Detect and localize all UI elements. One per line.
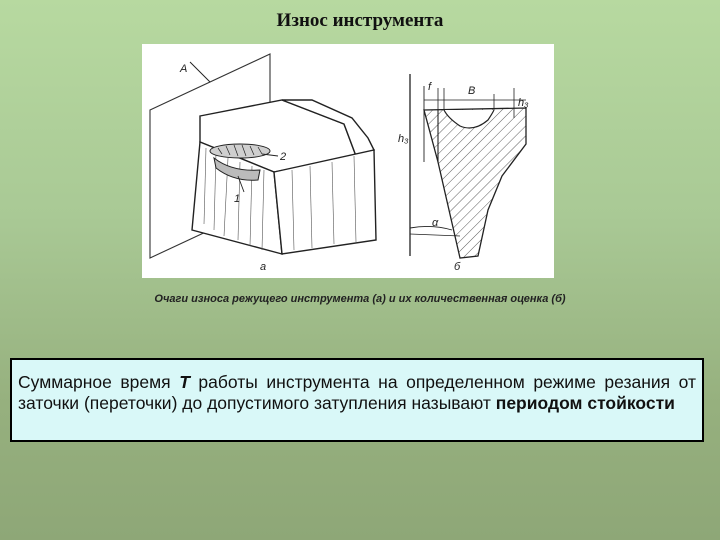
definition-box: [10, 358, 704, 442]
definition-text-2: работы инструмента на определенном режиме резания от заточки (переточки) до допустимого затупления называют: [18, 372, 697, 413]
wear-profile-b: [410, 74, 526, 258]
slide-title: Износ инструмента: [276, 10, 444, 31]
figure-caption: Очаги износа режущего инструмента (а) и их количественная оценка (б): [154, 293, 566, 305]
label-plane-a: A: [180, 63, 188, 75]
label-h3-right: h₃: [518, 97, 529, 109]
label-B: B: [468, 85, 476, 97]
label-wear-zone-2: 2: [280, 151, 287, 163]
label-f: f: [428, 81, 432, 93]
term-tool-life: периодом стойкости: [495, 393, 675, 413]
label-h3: h₃: [398, 133, 409, 145]
wear-diagram: [142, 44, 554, 278]
tool-drawing-a: [150, 54, 376, 258]
definition-text-1: Суммарное время: [18, 372, 180, 392]
label-fig-a: а: [260, 261, 267, 273]
label-alpha: α: [432, 217, 439, 229]
wear-figure: [142, 44, 554, 278]
label-fig-b: б: [454, 261, 461, 273]
symbol-T: T: [179, 372, 190, 392]
label-wear-zone-1: 1: [234, 193, 241, 205]
